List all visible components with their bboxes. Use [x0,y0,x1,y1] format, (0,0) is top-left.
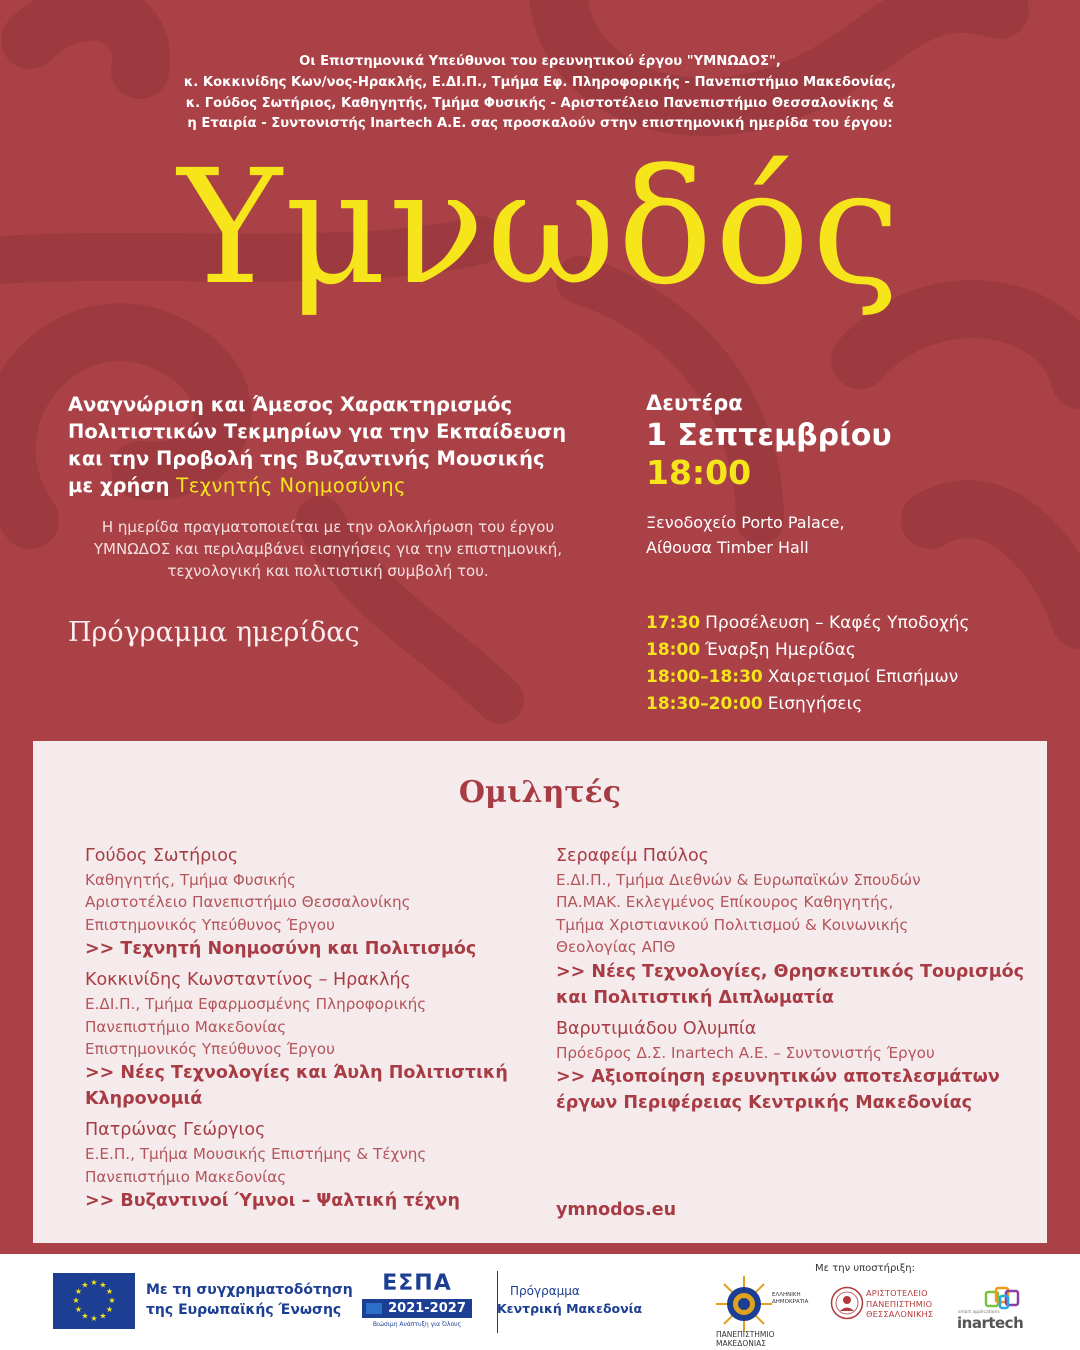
talk-line: >> Νέες Τεχνολογίες, Θρησκευτικός Τουρισμός [556,961,1025,982]
talk-line: Κληρονομιά [85,1089,203,1110]
intro-line: κ. Κοκκινίδης Κων/νος-Ηρακλής, Ε.ΔΙ.Π., Τμήμα Εφ. Πληροφορικής - Πανεπιστήμιο Μακεδονίας, [183,74,897,90]
svg-text:★: ★ [74,1305,83,1314]
speaker-role: Αριστοτέλειο Πανεπιστήμιο Θεσσαλονίκης [85,893,411,912]
schedule-item [646,664,970,691]
event-venue [646,510,845,560]
speaker-card [85,1118,535,1214]
auth-line: ΑΡΙΣΤΟΤΕΛΕΙΟ [866,1288,928,1298]
svg-text:★: ★ [90,1314,98,1323]
speakers-column-right [556,844,1025,1122]
uom-side-text [772,1292,808,1306]
subtitle-line: και την Προβολή της Βυζαντινής Μουσικής [68,447,545,470]
event-date-text: 1 Σεπτεμβρίου [646,418,892,453]
event-day: Δευτέρα [646,391,743,415]
speaker-name: Σεραφείμ Παύλος [556,846,709,866]
event-date [646,388,892,492]
eu-cofunding-text [146,1280,353,1320]
svg-text:★: ★ [81,1280,89,1290]
schedule-time: 18:00 [646,640,701,660]
talk-line: >> Νέες Τεχνολογίες και Άυλη Πολιτιστική [85,1063,508,1084]
description-line: ΥΜΝΩΔΟΣ και περιλαμβάνει εισηγήσεις για την επιστημονική, [93,540,563,558]
speaker-name: Πατρώνας Γεώργιος [85,1120,266,1141]
auth-line: ΘΕΣΣΑΛΟΝΙΚΗΣ [866,1309,934,1319]
speaker-name: Κοκκινίδης Κωνσταντίνος – Ηρακλής [85,970,411,991]
talk-line: και Πολιτιστική Διπλωματία [556,987,834,1008]
eu-flag-icon [53,1273,135,1329]
subtitle-line: Πολιτιστικών Τεκμηρίων για την Εκπαίδευση [68,420,567,443]
intro-line: η Εταιρία - Συντονιστής Inartech Α.Ε. σας προσκαλούν στην επιστημονική ημερίδα του έργου: [187,116,893,132]
intro-line: κ. Γούδος Σωτήριος, Καθηγητής, Τμήμα Φυσικής - Αριστοτέλειο Πανεπιστήμιο Θεσσαλονίκης & [185,95,895,111]
speakers-title: Ομιλητές [458,775,622,810]
talk-line: έργων Περιφέρειας Κεντρικής Μακεδονίας [556,1093,973,1114]
speaker-card [556,1017,1016,1116]
program-heading: Πρόγραμμα ημερίδας [68,617,360,648]
svg-text:★: ★ [74,1287,83,1296]
speaker-card [85,968,535,1112]
speaker-role: Ε.ΔΙ.Π., Τμήμα Διεθνών & Ευρωπαϊκών Σπουδών [556,871,921,889]
espa-logo [362,1271,472,1331]
uom-side-line: ΔΗΜΟΚΡΑΤΙΑ [772,1299,809,1305]
speaker-card [556,844,1025,1011]
program-region: Κεντρική Μακεδονία [497,1301,643,1316]
website-link[interactable]: ymnodos.eu [556,1200,677,1220]
speaker-role: Πρόεδρος Δ.Σ. Inartech Α.Ε. – Συντονιστής Έργου [556,1043,935,1062]
schedule-time: 17:30 [646,613,701,633]
event-description [68,516,588,582]
speaker-role: Ε.Ε.Π., Τμήμα Μουσικής Επιστήμης & Τέχνης [85,1145,427,1164]
svg-text:★: ★ [99,1280,107,1290]
schedule-label: Χαιρετισμοί Επισήμων [767,667,959,687]
inartech-name: inartech [957,1314,1024,1332]
svg-text:★: ★ [81,1311,89,1321]
event-time: 18:00 [646,453,752,492]
speaker-talk [556,1064,1016,1116]
footer-logos [0,1254,1080,1350]
schedule-item [646,691,970,718]
auth-seal-icon [830,1286,864,1320]
speaker-talk [85,1188,535,1214]
support-label: Με την υποστήριξη: [815,1263,915,1274]
description-line: Η ημερίδα πραγματοποιείται με την ολοκλήρωση του έργου [101,518,555,536]
subtitle-line [68,472,608,499]
speaker-name: Γούδος Σωτήριος [85,846,239,866]
subtitle-prefix: με χρήση [68,474,170,497]
uom-name [716,1330,775,1348]
svg-text:★: ★ [105,1305,114,1314]
svg-text:★: ★ [105,1287,114,1296]
schedule-time: 18:00–18:30 [646,667,763,687]
speaker-card [85,844,535,962]
intro-line: Οι Επιστημονικά Υπεύθυνοι του ερευνητικού έργου "ΥΜΝΩΔΟΣ", [299,54,781,69]
speaker-name: Βαρυτιμιάδου Ολυμπία [556,1018,757,1039]
schedule-item [646,637,970,664]
talk-line: >> Βυζαντινοί Ύμνοι – Ψαλτική τέχνη [85,1191,460,1212]
svg-text:★: ★ [108,1296,116,1305]
speaker-role: Θεολογίας ΑΠΘ [556,938,676,957]
schedule-label: Εισηγήσεις [767,694,863,714]
schedule-label: Προσέλευση – Καφές Υποδοχής [705,613,970,633]
schedule-time: 18:30–20:00 [646,694,763,714]
speakers-panel [33,741,1047,1243]
svg-text:★: ★ [72,1296,80,1305]
university-of-macedonia-logo-icon [712,1274,776,1334]
invitation-intro [0,52,1080,135]
espa-subtitle: Βιώσιμη Ανάπτυξη για Όλους [372,1321,462,1328]
uom-name-line: ΜΑΚΕΔΟΝΙΑΣ [716,1339,766,1348]
speakers-column-left [85,844,535,1220]
auth-line: ΠΑΝΕΠΙΣΤΗΜΙΟ [866,1298,933,1309]
svg-text:★: ★ [90,1278,98,1287]
speaker-talk [556,959,1025,1011]
espa-word: ΕΣΠΑ [382,1271,452,1296]
schedule-label: Έναρξη Ημερίδας [705,640,856,660]
speaker-role: Επιστημονικός Υπεύθυνος Έργου [85,1040,335,1059]
subtitle-line: Αναγνώριση και Άμεσος Χαρακτηρισμός [68,393,513,416]
speaker-role: Πανεπιστήμιο Μακεδονίας [85,1017,287,1036]
uom-name-line: ΠΑΝΕΠΙΣΤΗΜΙΟ [716,1330,775,1339]
greek-flag-icon [366,1303,382,1314]
speaker-role: Επιστημονικός Υπεύθυνος Έργου [85,915,335,934]
venue-line: Ξενοδοχείο Porto Palace, [646,513,845,532]
speaker-role: Τμήμα Χριστιανικού Πολιτισμού & Κοινωνικής [556,915,909,934]
talk-line: >> Τεχνητή Νοημοσύνη και Πολιτισμός [85,939,477,960]
inartech-logo-icon [984,1286,1024,1310]
speaker-talk [85,936,535,962]
schedule-list [646,610,970,718]
speaker-role: Ε.ΔΙ.Π., Τμήμα Εφαρμοσμένης Πληροφορικής [85,995,427,1014]
speaker-talk [85,1060,535,1112]
speaker-role: Καθηγητής, Τμήμα Φυσικής [85,871,296,889]
uom-side-line: ΕΛΛΗΝΙΚΗ [772,1292,801,1298]
event-title: Υμνωδός [177,136,903,320]
eu-text-line: Με τη συγχρηματοδότηση [146,1282,353,1298]
program-label: Πρόγραμμα [510,1284,580,1298]
auth-name [866,1288,933,1320]
inartech-tagline: smart applications [958,1310,1000,1315]
description-line: τεχνολογική και πολιτιστική συμβολή του. [167,562,489,580]
eu-text-line: της Ευρωπαϊκής Ένωσης [146,1302,342,1318]
speaker-role: ΠΑ.ΜΑΚ. Εκλεγμένος Επίκουρος Καθηγητής, [556,893,894,912]
schedule-item [646,610,970,637]
subtitle-highlight: Τεχνητής Νοημοσύνης [176,474,407,497]
venue-line: Αίθουσα Timber Hall [646,538,809,557]
talk-line: >> Αξιοποίηση ερευνητικών αποτελεσμάτων [556,1067,1000,1088]
espa-years: 2021-2027 [388,1301,466,1316]
speaker-role: Πανεπιστήμιο Μακεδονίας [85,1167,287,1186]
svg-text:★: ★ [99,1311,107,1321]
event-subtitle [68,391,608,499]
